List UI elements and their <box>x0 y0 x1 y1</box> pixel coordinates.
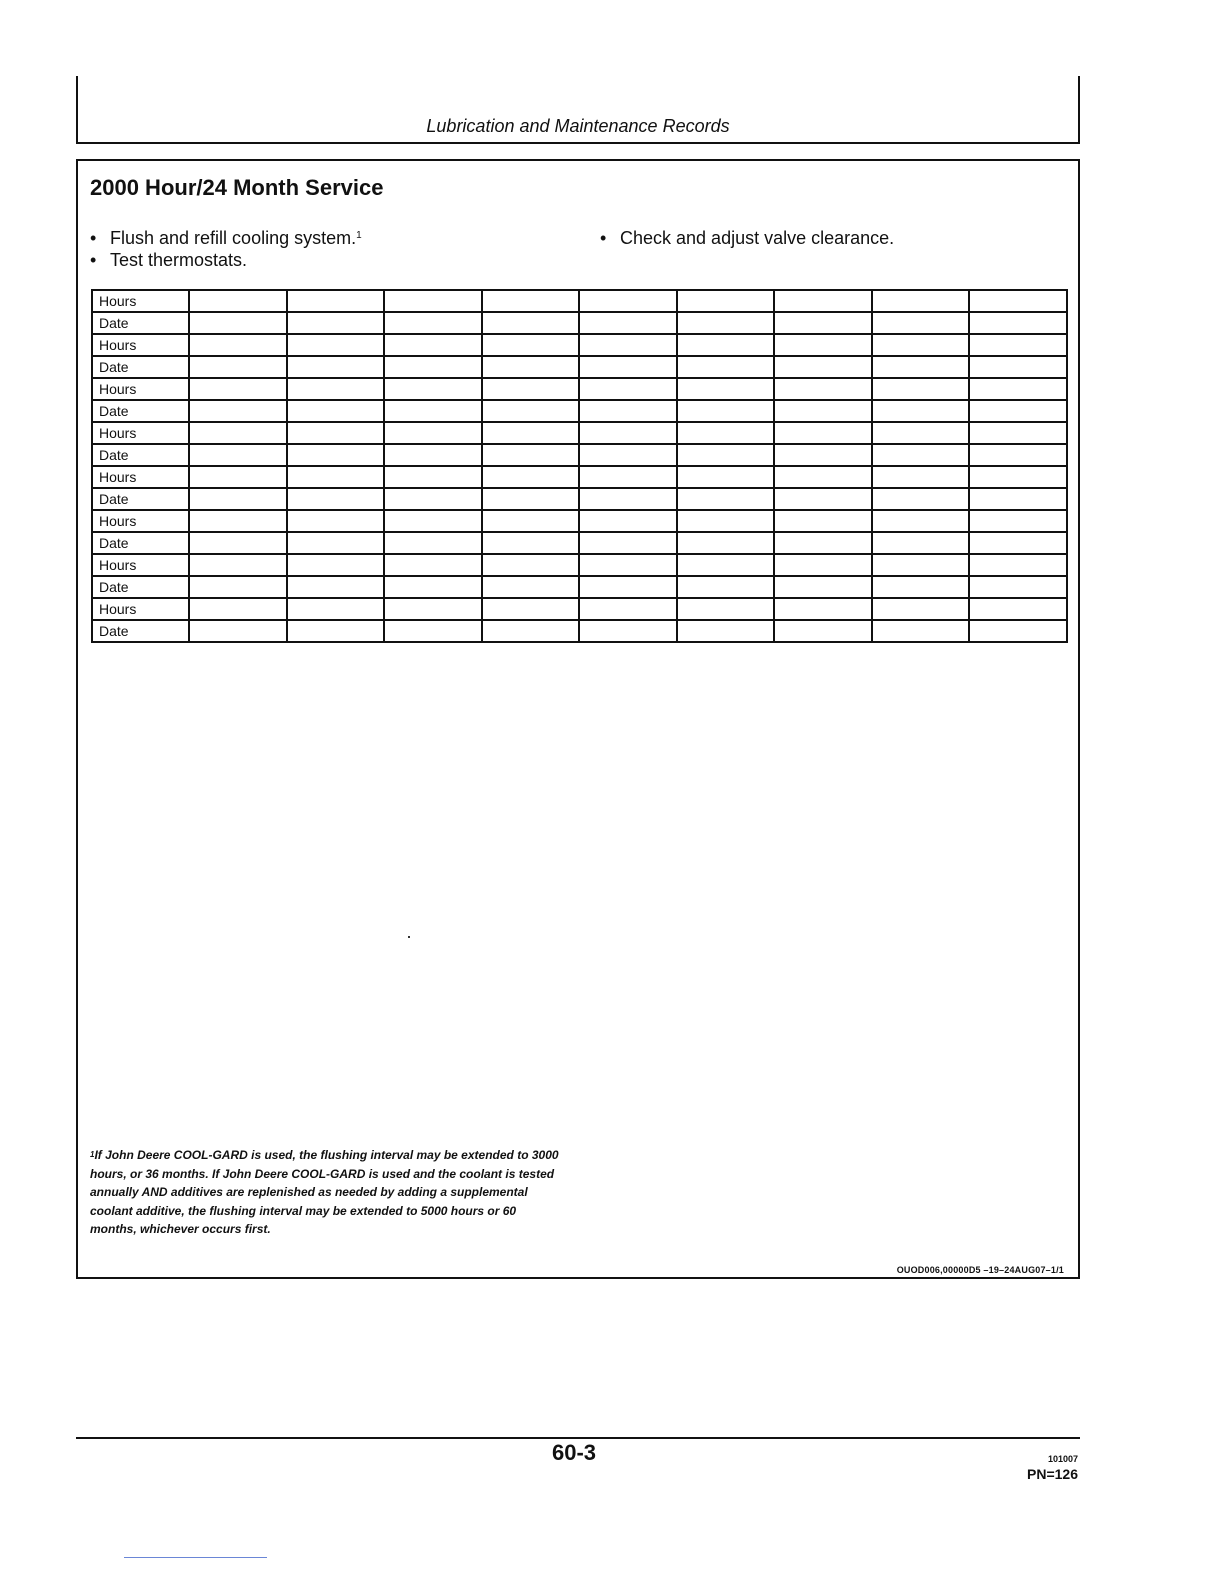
entry-cell[interactable] <box>579 532 677 554</box>
entry-cell[interactable] <box>677 378 775 400</box>
entry-cell[interactable] <box>969 356 1067 378</box>
entry-cell[interactable] <box>189 488 287 510</box>
entry-cell[interactable] <box>287 444 385 466</box>
entry-cell[interactable] <box>384 576 482 598</box>
entry-cell[interactable] <box>872 598 970 620</box>
entry-cell[interactable] <box>677 312 775 334</box>
entry-cell[interactable] <box>677 290 775 312</box>
entry-cell[interactable] <box>872 554 970 576</box>
entry-cell[interactable] <box>189 532 287 554</box>
table-row <box>92 444 1067 466</box>
entry-cell[interactable] <box>774 312 872 334</box>
entry-cell[interactable] <box>287 554 385 576</box>
table-row <box>92 620 1067 642</box>
entry-cell[interactable] <box>969 554 1067 576</box>
footnote <box>90 1146 560 1239</box>
entry-cell[interactable] <box>482 400 580 422</box>
entry-cell[interactable] <box>872 510 970 532</box>
table-row <box>92 576 1067 598</box>
entry-cell[interactable] <box>774 576 872 598</box>
bullet-icon: • <box>600 228 607 248</box>
entry-cell[interactable] <box>482 378 580 400</box>
entry-cell[interactable] <box>579 356 677 378</box>
table-row <box>92 334 1067 356</box>
entry-cell[interactable] <box>774 422 872 444</box>
row-label: Date <box>92 488 189 510</box>
entry-cell[interactable] <box>384 510 482 532</box>
entry-cell[interactable] <box>677 532 775 554</box>
entry-cell[interactable] <box>189 576 287 598</box>
entry-cell[interactable] <box>482 422 580 444</box>
entry-cell[interactable] <box>189 510 287 532</box>
entry-cell[interactable] <box>287 466 385 488</box>
entry-cell[interactable] <box>482 532 580 554</box>
entry-cell[interactable] <box>384 422 482 444</box>
row-label: Hours <box>92 378 189 400</box>
entry-cell[interactable] <box>969 378 1067 400</box>
page-header <box>76 76 1080 144</box>
entry-cell[interactable] <box>872 334 970 356</box>
row-label: Date <box>92 444 189 466</box>
entry-cell[interactable] <box>482 312 580 334</box>
entry-cell[interactable] <box>189 598 287 620</box>
entry-cell[interactable] <box>579 290 677 312</box>
entry-cell[interactable] <box>677 422 775 444</box>
entry-cell[interactable] <box>189 290 287 312</box>
entry-cell[interactable] <box>579 400 677 422</box>
bullet-list-left <box>90 227 362 271</box>
footnote-ref: 1 <box>356 230 362 241</box>
entry-cell[interactable] <box>774 466 872 488</box>
entry-cell[interactable] <box>384 400 482 422</box>
footnote-marker: 1 <box>90 1150 95 1159</box>
bullet-icon: • <box>90 250 97 270</box>
service-section <box>76 159 1080 1279</box>
entry-cell[interactable] <box>677 356 775 378</box>
footnote-text: If John Deere COOL-GARD is used, the flushing interval may be extended to 3000 hours, or 36 months. If John Deere COOL-GARD is used and the coolant is tested annually AND additives are replenished as needed by adding a supplemental coolant additive, the flushing interval may be extended to 5000 hours or 60 months, whichever occurs first. <box>90 1148 559 1236</box>
entry-cell[interactable] <box>774 598 872 620</box>
table-row <box>92 532 1067 554</box>
entry-cell[interactable] <box>384 554 482 576</box>
bullet-list-right <box>600 227 894 249</box>
row-label: Hours <box>92 290 189 312</box>
row-label: Hours <box>92 598 189 620</box>
row-label: Hours <box>92 466 189 488</box>
row-label: Hours <box>92 554 189 576</box>
entry-cell[interactable] <box>969 598 1067 620</box>
entry-cell[interactable] <box>189 400 287 422</box>
entry-cell[interactable] <box>872 466 970 488</box>
entry-cell[interactable] <box>872 620 970 642</box>
table-row <box>92 378 1067 400</box>
entry-cell[interactable] <box>872 488 970 510</box>
entry-cell[interactable] <box>189 554 287 576</box>
entry-cell[interactable] <box>969 422 1067 444</box>
entry-cell[interactable] <box>287 598 385 620</box>
entry-cell[interactable] <box>287 510 385 532</box>
entry-cell[interactable] <box>482 554 580 576</box>
entry-cell[interactable] <box>579 422 677 444</box>
table-row <box>92 598 1067 620</box>
table-row <box>92 554 1067 576</box>
entry-cell[interactable] <box>189 466 287 488</box>
entry-cell[interactable] <box>579 510 677 532</box>
entry-cell[interactable] <box>774 444 872 466</box>
entry-cell[interactable] <box>482 598 580 620</box>
row-label: Date <box>92 356 189 378</box>
entry-cell[interactable] <box>677 576 775 598</box>
entry-cell[interactable] <box>677 334 775 356</box>
row-label: Hours <box>92 334 189 356</box>
row-label: Date <box>92 576 189 598</box>
part-number: PN=126 <box>1027 1466 1078 1482</box>
entry-cell[interactable] <box>384 312 482 334</box>
bullet-item <box>90 227 362 249</box>
row-label: Date <box>92 400 189 422</box>
entry-cell[interactable] <box>384 444 482 466</box>
entry-cell[interactable] <box>287 334 385 356</box>
footer-divider <box>76 1437 1080 1439</box>
bullet-item <box>90 249 362 271</box>
entry-cell[interactable] <box>677 444 775 466</box>
entry-cell[interactable] <box>774 378 872 400</box>
entry-cell[interactable] <box>579 576 677 598</box>
maintenance-record-table <box>91 289 1068 643</box>
entry-cell[interactable] <box>189 356 287 378</box>
entry-cell[interactable] <box>969 444 1067 466</box>
entry-cell[interactable] <box>677 466 775 488</box>
entry-cell[interactable] <box>872 356 970 378</box>
entry-cell[interactable] <box>969 290 1067 312</box>
entry-cell[interactable] <box>774 356 872 378</box>
entry-cell[interactable] <box>872 312 970 334</box>
entry-cell[interactable] <box>677 510 775 532</box>
row-label: Hours <box>92 422 189 444</box>
entry-cell[interactable] <box>872 532 970 554</box>
entry-cell[interactable] <box>774 620 872 642</box>
entry-cell[interactable] <box>189 334 287 356</box>
entry-cell[interactable] <box>872 290 970 312</box>
entry-cell[interactable] <box>872 378 970 400</box>
entry-cell[interactable] <box>677 554 775 576</box>
entry-cell[interactable] <box>579 312 677 334</box>
entry-cell[interactable] <box>677 400 775 422</box>
table-row <box>92 510 1067 532</box>
entry-cell[interactable] <box>384 488 482 510</box>
entry-cell[interactable] <box>969 466 1067 488</box>
entry-cell[interactable] <box>287 356 385 378</box>
entry-cell[interactable] <box>969 334 1067 356</box>
table-row <box>92 356 1067 378</box>
table-row <box>92 290 1067 312</box>
bullet-text: Flush and refill cooling system. <box>110 228 357 248</box>
document-code: 101007 <box>1047 1454 1078 1464</box>
entry-cell[interactable] <box>579 334 677 356</box>
entry-cell[interactable] <box>287 422 385 444</box>
bullet-text: Check and adjust valve clearance. <box>620 228 895 248</box>
entry-cell[interactable] <box>872 576 970 598</box>
entry-cell[interactable] <box>774 334 872 356</box>
entry-cell[interactable] <box>287 576 385 598</box>
entry-cell[interactable] <box>579 488 677 510</box>
entry-cell[interactable] <box>579 554 677 576</box>
entry-cell[interactable] <box>774 290 872 312</box>
row-label: Date <box>92 532 189 554</box>
entry-cell[interactable] <box>384 532 482 554</box>
entry-cell[interactable] <box>287 290 385 312</box>
entry-cell[interactable] <box>579 598 677 620</box>
entry-cell[interactable] <box>774 510 872 532</box>
entry-cell[interactable] <box>287 532 385 554</box>
table-row <box>92 422 1067 444</box>
row-label: Hours <box>92 510 189 532</box>
entry-cell[interactable] <box>482 334 580 356</box>
entry-cell[interactable] <box>774 532 872 554</box>
entry-cell[interactable] <box>189 444 287 466</box>
bullet-icon: • <box>90 228 97 248</box>
entry-cell[interactable] <box>774 554 872 576</box>
entry-cell[interactable] <box>384 466 482 488</box>
entry-cell[interactable] <box>969 532 1067 554</box>
entry-cell[interactable] <box>287 620 385 642</box>
entry-cell[interactable] <box>189 378 287 400</box>
entry-cell[interactable] <box>677 598 775 620</box>
page-number: 60-3 <box>552 1440 597 1465</box>
entry-cell[interactable] <box>287 312 385 334</box>
entry-cell[interactable] <box>774 400 872 422</box>
bullet-item <box>600 227 894 249</box>
entry-cell[interactable] <box>579 378 677 400</box>
entry-cell[interactable] <box>677 488 775 510</box>
link-underline <box>124 1557 267 1558</box>
entry-cell[interactable] <box>384 356 482 378</box>
entry-cell[interactable] <box>287 378 385 400</box>
entry-cell[interactable] <box>872 444 970 466</box>
entry-cell[interactable] <box>969 488 1067 510</box>
table-row <box>92 488 1067 510</box>
entry-cell[interactable] <box>579 620 677 642</box>
table-row <box>92 312 1067 334</box>
entry-cell[interactable] <box>384 378 482 400</box>
stray-mark <box>408 936 410 938</box>
entry-cell[interactable] <box>189 422 287 444</box>
entry-cell[interactable] <box>482 466 580 488</box>
entry-cell[interactable] <box>969 576 1067 598</box>
entry-cell[interactable] <box>774 488 872 510</box>
entry-cell[interactable] <box>482 444 580 466</box>
entry-cell[interactable] <box>482 620 580 642</box>
entry-cell[interactable] <box>482 488 580 510</box>
entry-cell[interactable] <box>969 620 1067 642</box>
entry-cell[interactable] <box>482 510 580 532</box>
entry-cell[interactable] <box>872 422 970 444</box>
entry-cell[interactable] <box>189 620 287 642</box>
entry-cell[interactable] <box>677 620 775 642</box>
entry-cell[interactable] <box>969 400 1067 422</box>
section-title: 2000 Hour/24 Month Service <box>90 175 384 200</box>
header-title: Lubrication and Maintenance Records <box>426 116 730 136</box>
entry-cell[interactable] <box>287 400 385 422</box>
row-label: Date <box>92 620 189 642</box>
entry-cell[interactable] <box>384 290 482 312</box>
row-label: Date <box>92 312 189 334</box>
table-row <box>92 466 1067 488</box>
entry-cell[interactable] <box>287 488 385 510</box>
reference-code: OUOD006,00000D5 –19–24AUG07–1/1 <box>896 1265 1064 1275</box>
entry-cell[interactable] <box>189 312 287 334</box>
entry-cell[interactable] <box>384 620 482 642</box>
entry-cell[interactable] <box>579 466 677 488</box>
entry-cell[interactable] <box>579 444 677 466</box>
entry-cell[interactable] <box>482 576 580 598</box>
entry-cell[interactable] <box>384 334 482 356</box>
bullet-text: Test thermostats. <box>110 250 248 270</box>
entry-cell[interactable] <box>482 356 580 378</box>
entry-cell[interactable] <box>482 290 580 312</box>
table-row <box>92 400 1067 422</box>
entry-cell[interactable] <box>969 510 1067 532</box>
entry-cell[interactable] <box>384 598 482 620</box>
entry-cell[interactable] <box>872 400 970 422</box>
entry-cell[interactable] <box>969 312 1067 334</box>
